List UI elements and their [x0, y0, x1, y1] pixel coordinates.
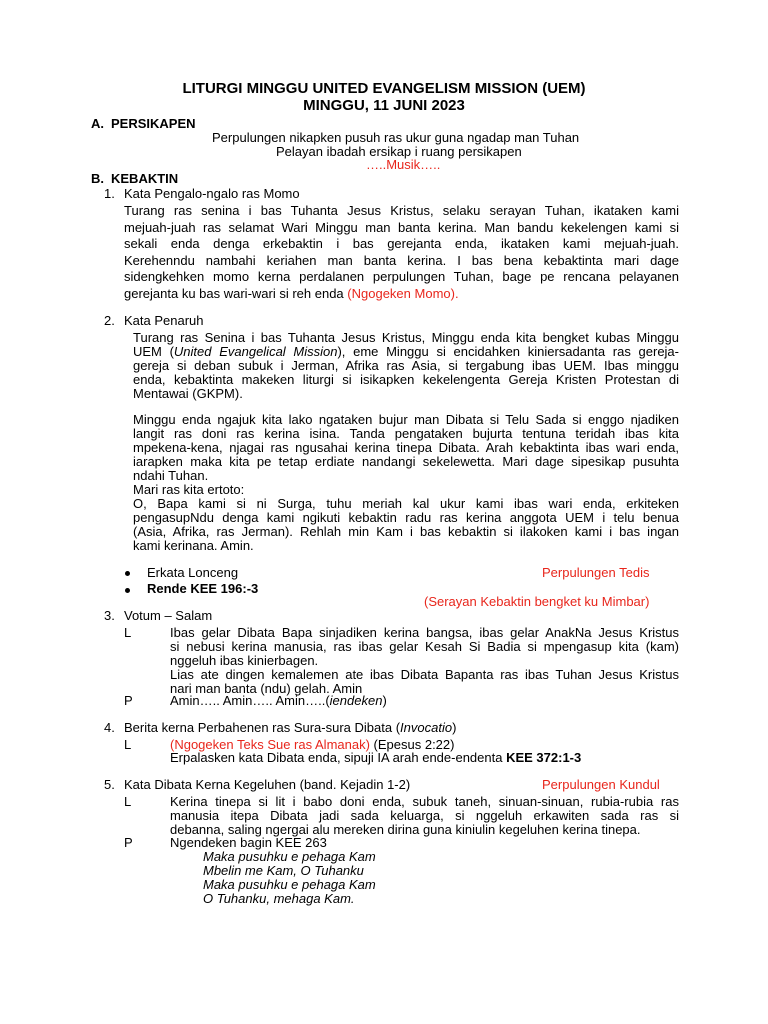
item5-P-title: Ngendeken bagin KEE 263: [170, 835, 327, 850]
item1-last-line: [124, 286, 679, 303]
item5-P-song-line: Maka pusuhku e pehaga Kam: [203, 877, 376, 892]
item2-p3-line: O, Bapa kami si ni Surga, tuhu meriah kal ukur kami ibas wari enda, erkiteken: [133, 496, 679, 511]
document-title-line1: LITURGI MINGGU UNITED EVANGELISM MISSION (UEM): [182, 80, 586, 97]
item4-L-line2-bold: KEE 372:1-3: [506, 750, 582, 765]
item3-L-paragraph: [170, 626, 679, 696]
bullet2-text: Rende KEE 196:-3: [147, 581, 259, 596]
section-a-line1: Perpulungen nikapken pusuh ras ukur guna ngadap man Tuhan: [212, 130, 580, 145]
item2-p3-intro: Mari ras kita ertoto:: [133, 482, 245, 497]
bullet-dot: [125, 571, 130, 576]
item5-P-song-line: Mbelin me Kam, O Tuhanku: [203, 863, 364, 878]
item4-L-red: (Ngogeken Teks Sue ras Almanak): [170, 737, 370, 752]
item5-title: Kata Dibata Kerna Kegeluhen (band. Kejadin 1-2): [124, 777, 411, 792]
item5-P-song-line: O Tuhanku, mehaga Kam.: [203, 891, 355, 906]
item4-L-ref: (Epesus 2:22): [369, 737, 455, 752]
item3-title: Votum – Salam: [124, 608, 213, 623]
item2-title: Kata Penaruh: [124, 313, 204, 328]
item4-L-line2: [170, 751, 581, 765]
item1-paragraph: [124, 203, 679, 302]
document-title-line2: MINGGU, 11 JUNI 2023: [303, 97, 465, 114]
item5-L-line: manusia itepa Dibata jadi sada keluarga, si nggeluh erkawiten sada ras si: [170, 808, 679, 823]
item5-number: 5.: [104, 777, 115, 792]
item2-p2-line: mpekena-kena, njagai ras ngusahai kerina tinepa Dibata. Arah kebaktinta ibas wari enda,: [133, 440, 679, 455]
item3-L-line: Lias ate dingen kemalemen ate ibas Dibata Bapanta ras ibas Tuhan Jesus Kristus: [170, 667, 679, 682]
bullet-dot: [125, 588, 130, 593]
item2-p3-line: pengasupNdu denga kami ngikuti kebaktin radu ras kerina anggota UEM i telu benua: [133, 510, 679, 525]
item1-line: Kerehenndu nambahi keriahen man banta kerina. I bas bena kebaktinta mari dage: [124, 252, 679, 268]
section-a-line2: Pelayan ibadah ersikap i ruang persikapen: [276, 144, 522, 159]
item4-title: [124, 721, 456, 735]
item2-p3-line: kami kerinana. Amin.: [133, 538, 254, 553]
item3-L-line: si nebusi kerina manusia, ras ibas gelar Kesah Si Badia si mpengasup kita (kam): [170, 639, 679, 654]
item1-line: Turang ras senina i bas Tuhanta Jesus Kristus, selaku serayan Tuhan, ikataken kami: [124, 203, 679, 218]
section-a-label: A.: [91, 116, 104, 131]
item3-L-marker: L: [124, 625, 132, 640]
item4-L-marker: L: [124, 737, 132, 752]
item1-title: Kata Pengalo-ngalo ras Momo: [124, 186, 300, 201]
item2-p2-line: langit ras doni ras kerina isina. Tanda pengataken bujurta tentuna teridah ibas kita: [133, 426, 679, 441]
item2-p1-line: gereja si deban subuk i Jerman, Afrika ras Asia, si tergabung ibas UEM. Ibas minggu: [133, 358, 679, 373]
section-b-heading: KEBAKTIN: [111, 171, 179, 186]
item4-title-a: Berita kerna Perbahenen ras Sura-sura Dibata (: [124, 720, 401, 735]
item3-L-line: Ibas gelar Dibata Bapa sinjadiken kerina bangsa, ibas gelar AnakNa Jesus Kristus: [170, 625, 679, 640]
item1-number: 1.: [104, 186, 115, 201]
item3-number: 3.: [104, 608, 115, 623]
item2-p3-line: (Asia, Afrika, ras Jerman). Rehlah min Kam i bas kebaktin si ilakoken kami i bas ingan: [133, 524, 679, 539]
item2-p2-line: iarapken maka kita pe tetap erdiate nandangi sekelewetta. Mari dage sipesikap pusuhta: [133, 454, 679, 469]
bullet1-right-text: Perpulungen Tedis: [542, 565, 650, 580]
section-a-heading: PERSIKAPEN: [111, 116, 196, 131]
item2-p1-line2-b: ), eme Minggu si encidahken kiniersadanta ras gereja-: [337, 344, 679, 359]
item5-L-line: debanna, saling ngergai alu mereken dirina guna kiniulin kegeluhen kerina tinepa.: [170, 822, 641, 837]
item4-title-b: ): [452, 720, 457, 735]
item2-paragraph2: [133, 413, 679, 553]
item5-L-marker: L: [124, 794, 132, 809]
item2-p2-line: Minggu enda ngajuk kita lako ngataken bujur man Dibata si Telu Sada si enggo njadiken: [133, 412, 679, 427]
item2-p1-line2: [133, 345, 679, 359]
bullet2-right-text: (Serayan Kebaktin bengket ku Mimbar): [424, 594, 650, 609]
item4-number: 4.: [104, 720, 115, 735]
item3-P-close: ): [382, 693, 387, 708]
item2-p1-line: Mentawai (GKPM).: [133, 386, 243, 401]
item3-P-marker: P: [124, 693, 133, 708]
item2-number: 2.: [104, 313, 115, 328]
item4-title-italic: Invocatio: [400, 720, 453, 735]
item1-line: mejuah-juah ras selamat Wari Minggu man banta kerina. Man bandu kekelengen kami si: [124, 219, 679, 235]
item2-p1-line: Turang ras Senina i bas Tuhanta Jesus Kristus, Minggu enda kita bengket kubas Minggu: [133, 330, 679, 345]
item3-L-line: nari man banta (ndu) gelah. Amin: [170, 681, 363, 696]
item1-last-text: gerejanta ku bas wari-wari si reh enda: [124, 285, 344, 301]
item1-line: sidengkehken momo kerna perdalanen perpulungen Tuhan, bage pe rencana pelayanen: [124, 269, 679, 284]
item2-p2-line: ndahi Tuhan.: [133, 468, 209, 483]
item5-title-right: Perpulungen Kundul: [542, 777, 660, 792]
item2-p1-line2-a: UEM (: [133, 344, 174, 359]
item4-L-line2-text: Erpalasken kata Dibata enda, sipuji IA arah ende-endenta: [170, 750, 503, 765]
item3-P-text: Amin….. Amin….. Amin…..(: [170, 693, 330, 708]
item5-L-paragraph: [170, 795, 679, 837]
item3-P-line: [170, 694, 387, 708]
item3-L-line: nggeluh ibas kinierbagen.: [170, 653, 319, 668]
item2-p1-line: enda, kebaktinta makeken liturgi si isikapken kekelengenta Gereja Kristen Protestan di: [133, 372, 679, 387]
item2-paragraph1: [133, 331, 679, 401]
item3-P-italic: iendeken: [329, 693, 383, 708]
item1-last-red: (Ngogeken Momo).: [347, 285, 459, 301]
item5-P-song-line: Maka pusuhku e pehaga Kam: [203, 849, 376, 864]
section-a-musik: …..Musik…..: [366, 157, 441, 172]
item5-P-marker: P: [124, 835, 133, 850]
item1-line: sekali enda denga erkebaktin i bas gerejanta enda, ikataken kami mejuah-juah.: [124, 236, 679, 251]
section-b-label: B.: [91, 171, 104, 186]
item2-p1-line2-italic: United Evangelical Mission: [173, 344, 338, 359]
item5-L-line: Kerina tinepa si lit i babo doni enda, subuk taneh, sinuan-sinuan, rubia-rubia ras: [170, 794, 679, 809]
bullet1-text: Erkata Lonceng: [147, 565, 239, 580]
